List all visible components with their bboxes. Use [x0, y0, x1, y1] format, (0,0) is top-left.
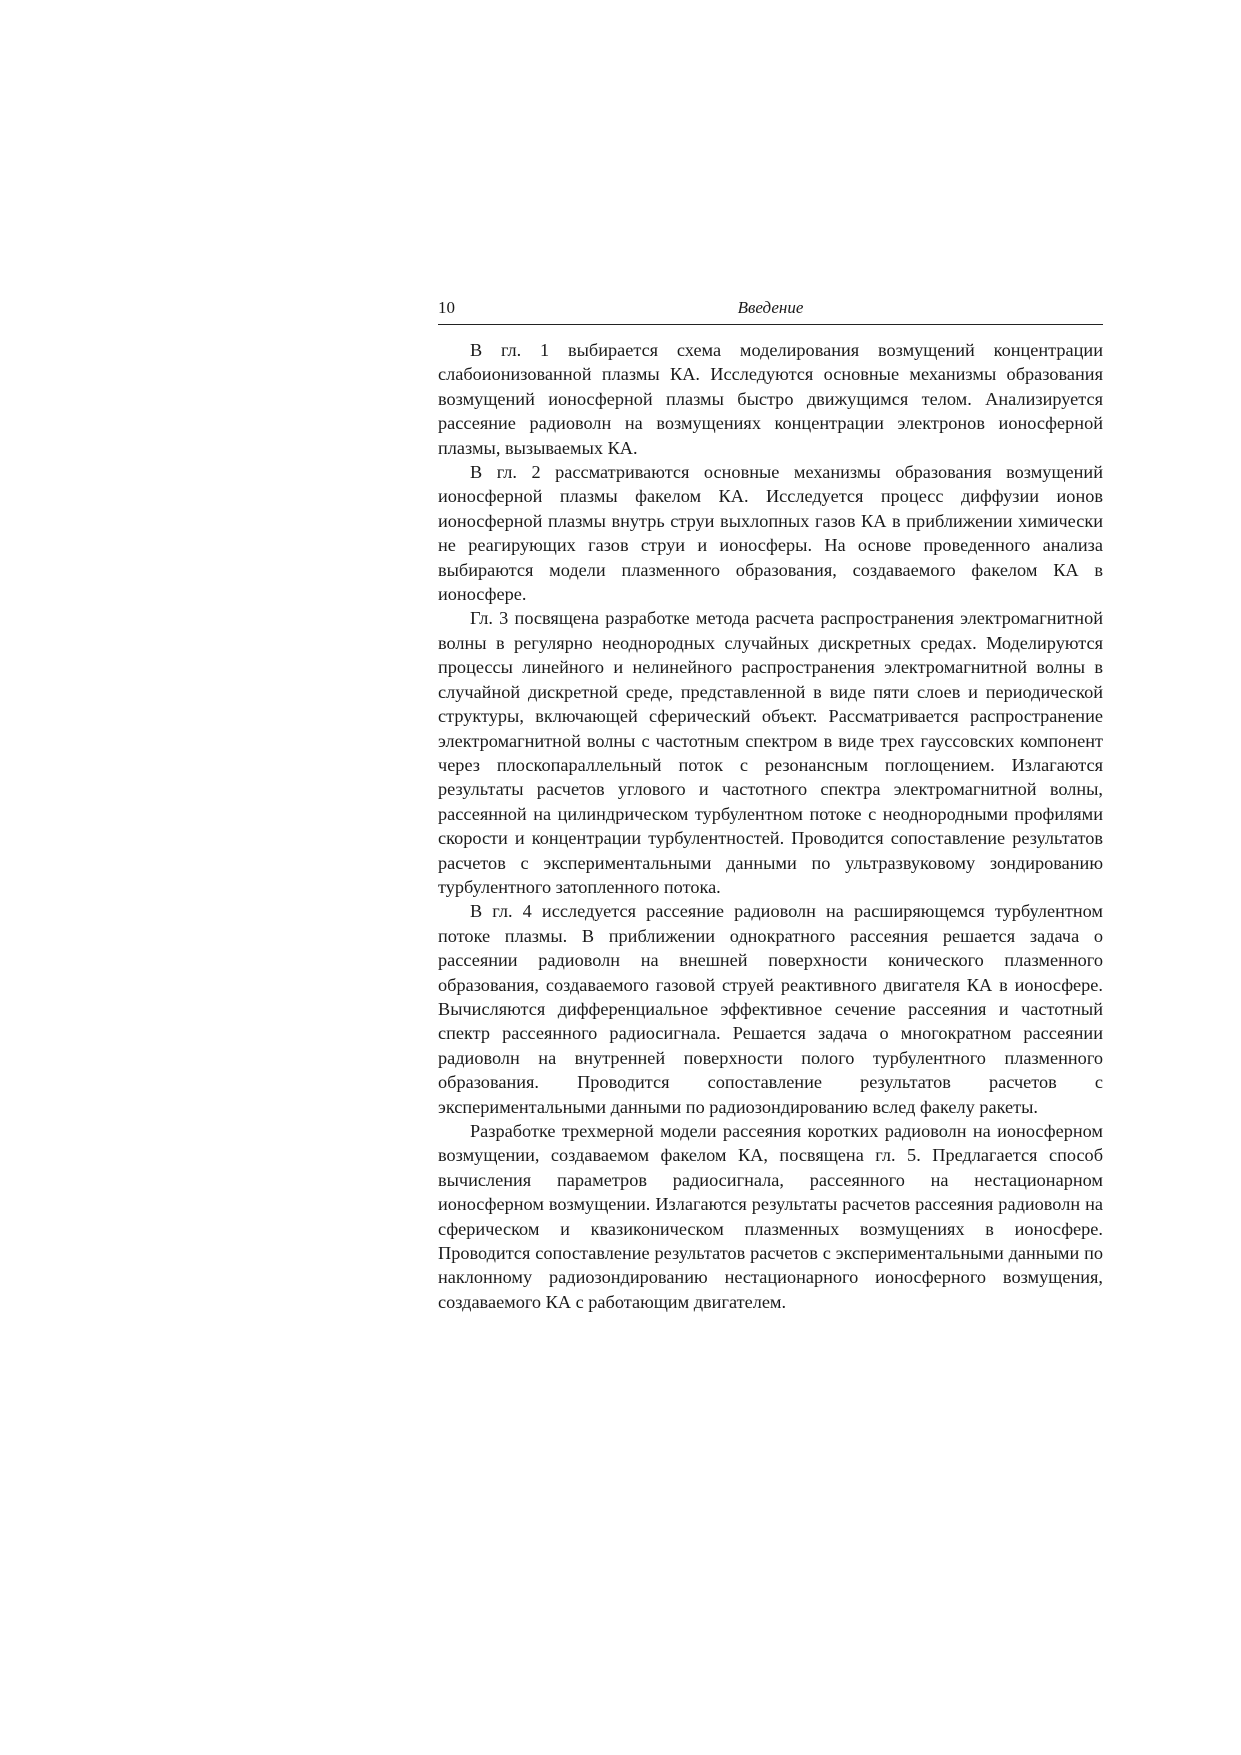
paragraph-chapter-4: В гл. 4 исследуется рассеяние радиоволн на расширяющемся турбулентном потоке плазмы. В приближении однократного рассеяния решается задача о рассеянии радиоволн на внешней поверхности конического плазменного образования, создаваемого газовой струей реактивного двигателя КА в ионосфере. Вычисляются дифференциальное эффективное сечение рассеяния и частотный спектр рассеянного радиосигнала. Решается задача о многократном рассеянии радиоволн на внутренней поверхности полого турбулентного плазменного образования. Проводится сопоставление результатов расчетов с экспериментальными данными по радиозондированию вслед факелу ракеты. [438, 901, 1103, 1117]
paragraph-chapter-1: В гл. 1 выбирается схема моделирования возмущений концентрации слабоионизованной плазмы КА. Исследуются основные механизмы образования возмущений ионосферной плазмы быстро движущимся телом. Анализируется рассеяние радиоволн на возмущениях концентрации электронов ионосферной плазмы, вызываемых КА. [438, 340, 1103, 458]
text-body [438, 338, 1103, 1314]
paragraph-chapter-5: Разработке трехмерной модели рассеяния коротких радиоволн на ионосферном возмущении, создаваемом факелом КА, посвящена гл. 5. Предлагается способ вычисления параметров радиосигнала, рассеянного на нестационарном ионосферном возмущении. Излагаются результаты расчетов рассеяния радиоволн на сферическом и квазиконическом плазменных возмущениях в ионосфере. Проводится сопоставление результатов расчетов с экспериментальными данными по наклонному радиозондированию нестационарного ионосферного возмущения, создаваемого КА с работающим двигателем. [438, 1121, 1103, 1312]
page-number: 10 [438, 298, 455, 317]
paragraph-chapter-2: В гл. 2 рассматриваются основные механизмы образования возмущений ионосферной плазмы факелом КА. Исследуется процесс диффузии ионов ионосферной плазмы внутрь струи выхлопных газов КА в приближении химически не реагирующих газов струи и ионосферы. На основе проведенного анализа выбираются модели плазменного образования, создаваемого факелом КА в ионосфере. [438, 462, 1103, 605]
page-header [438, 296, 1103, 325]
paragraph-chapter-3: Гл. 3 посвящена разработке метода расчета распространения электромагнитной волны в регулярно неоднородных случайных дискретных средах. Моделируются процессы линейного и нелинейного распространения электромагнитной волны в случайной дискретной среде, представленной в виде пяти слоев и периодической структуры, включающей сферический объект. Рассматривается распространение электромагнитной волны с частотным спектром в виде трех гауссовских компонент через плоскопараллельный поток с резонансным поглощением. Излагаются результаты расчетов углового и частотного спектра электромагнитной волны, рассеянной на цилиндрическом турбулентном потоке с неоднородными профилями скорости и концентрации турбулентностей. Проводится сопоставление результатов расчетов с экспериментальными данными по ультразвуковому зондированию турбулентного затопленного потока. [438, 608, 1103, 897]
running-title: Введение [737, 298, 804, 317]
